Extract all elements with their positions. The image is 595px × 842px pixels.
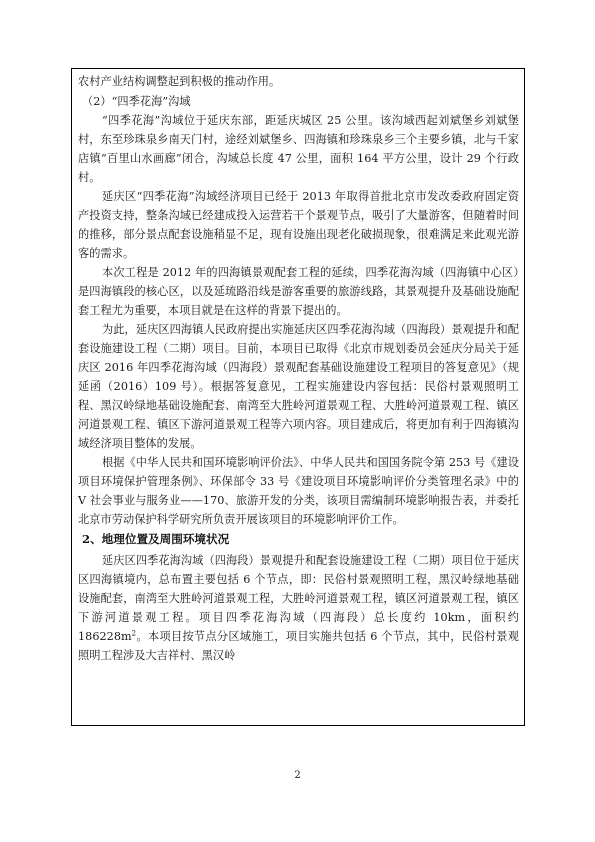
paragraph-1: “四季花海”沟域位于延庆东部，距延庆城区 25 公里。该沟域西起刘斌堡乡刘斌堡村，东至珍珠泉乡南天门村，途经刘斌堡乡、四海镇和珍珠泉乡三个主要乡镇，北与千家店镇“百里山水画廊”闭合，沟域总长度 47 公里，面积 164 平方公里，设计 29 个行政村。 [78,114,519,184]
paragraph-3: 本次工程是 2012 年的四海镇景观配套工程的延续，四季花海沟域（四海镇中心区）是四海镇段的核心区，以及延琉路沿线是游客重要的旅游线路，其景观提升及基础设施配套工程尤为重要，本项目就是在这样的背景下提出的。 [78,266,519,317]
paragraph-6 [78,551,519,665]
paragraph-6-text-a: 延庆区四季花海沟域（四海段）景观提升和配套设施建设工程（二期）项目位于延庆区四海镇境内，总布置主要包括 6 个节点，即：民俗村景观照明工程，黑汉岭绿地基础设施配套，南湾至大胜岭河道景观工程，大胜岭河道景观工程，镇区河道景观工程，镇区下游河道景观工程。项目四季花海沟域（四海段）总长度约 10km，面积约 186228m [78,554,519,643]
section-heading: 2、地理位置及周围环境状况 [82,532,230,546]
paragraph-4: 为此，延庆区四海镇人民政府提出实施延庆区四季花海沟域（四海段）景观提升和配套设施建设工程（二期）项目。目前，本项目已取得《北京市规划委员会延庆分局关于延庆区 2016 年四季花海沟域（四海段）景观配套基础设施建设工程项目的答复意见》（规延函（2016）109 号）。根据答复意见，工程实施建设内容包括：民俗村景观照明工程、黑汉岭绿地基础设施配套、南湾至大胜岭河道景观工程、大胜岭河道景观工程、镇区河道景观工程、镇区下游河道景观工程等六项内容。项目建成后，将更加有利于四海镇沟域经济项目整体的发展。 [78,323,519,450]
paragraph-6-text-b: 。本项目按节点分区域施工，项目实施共包括 6 个节点，其中，民俗村景观照明工程涉及大吉祥村、黑汉岭 [78,630,519,662]
paragraph-2: 延庆区“四季花海”沟域经济项目已经于 2013 年取得首批北京市发改委政府固定资产投资支持，整条沟域已经建成投入运营若干个景观节点，吸引了大量游客，但随着时间的推移，部分景点配套设施稍显不足，现有设施出现老化破损现象，很难满足来此观光游客的需求。 [78,190,519,260]
area-unit-superscript: 2 [131,629,137,638]
text-content [78,72,519,665]
page-number: 2 [294,770,301,781]
subheading: （2）“四季花海”沟域 [82,95,191,108]
paragraph-continuation: 农村产业结构调整起到积极的推动作用。 [78,75,281,88]
paragraph-5: 根据《中华人民共和国环境影响评价法》、中华人民共和国国务院令第 253 号《建设项目环境保护管理条例》、环保部令 33 号《建设项目环境影响评价分类管理名录》中的 V 社会事业与服务业——170、旅游开发的分类，该项目需编制环境影响报告表，并委托北京市劳动保护科学研究所负责开展该项目的环境影响评价工作。 [78,456,519,526]
bordered-text-box [71,68,525,726]
